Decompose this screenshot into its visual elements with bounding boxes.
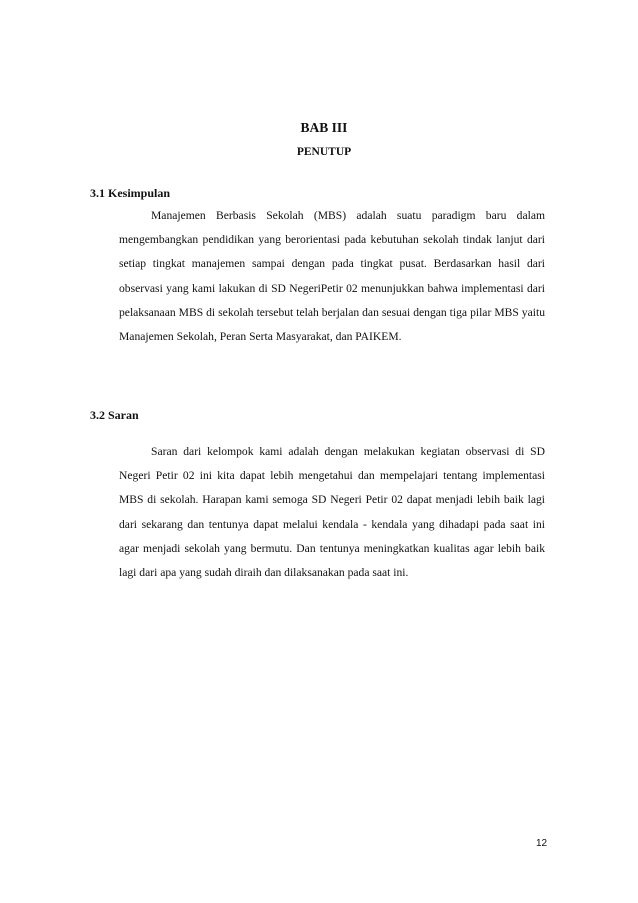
section-heading-saran: 3.2 Saran [90, 408, 139, 422]
paragraph-saran: Saran dari kelompok kami adalah dengan melakukan kegiatan observasi di SD Negeri Petir 02 ini kita dapat lebih mengetahui dan mempelajari tentang implementasi MBS di sekolah. Harapan kami semoga SD Negeri Petir 02 dapat menjadi lebih baik lagi dari sekarang dan tentunya dapat melalui kendala - kendala yang dihadapi pada saat ini agar menjadi sekolah yang bermutu. Dan tentunya meningkatkan kualitas agar lebih baik lagi dari apa yang sudah diraih dan dilaksanakan pada saat ini. [119, 445, 545, 580]
chapter-number: BAB III [300, 120, 348, 135]
page-number: 12 [536, 838, 548, 849]
paragraph-kesimpulan: Manajemen Berbasis Sekolah (MBS) adalah suatu paradigm baru dalam mengembangkan pendidikan yang berorientasi pada kebutuhan sekolah tindak lanjut dari setiap tingkat manajemen sampai dengan pada tingkat pusat. Berdasarkan hasil dari observasi yang kami lakukan di SD NegeriPetir 02 menunjukkan bahwa implementasi dari pelaksanaan MBS di sekolah tersebut telah berjalan dan sesuai dengan tiga pilar MBS yaitu Manajemen Sekolah, Peran Serta Masyarakat, dan PAIKEM. [119, 209, 545, 344]
section-heading-kesimpulan: 3.1 Kesimpulan [90, 186, 171, 200]
chapter-title: PENUTUP [296, 146, 352, 158]
